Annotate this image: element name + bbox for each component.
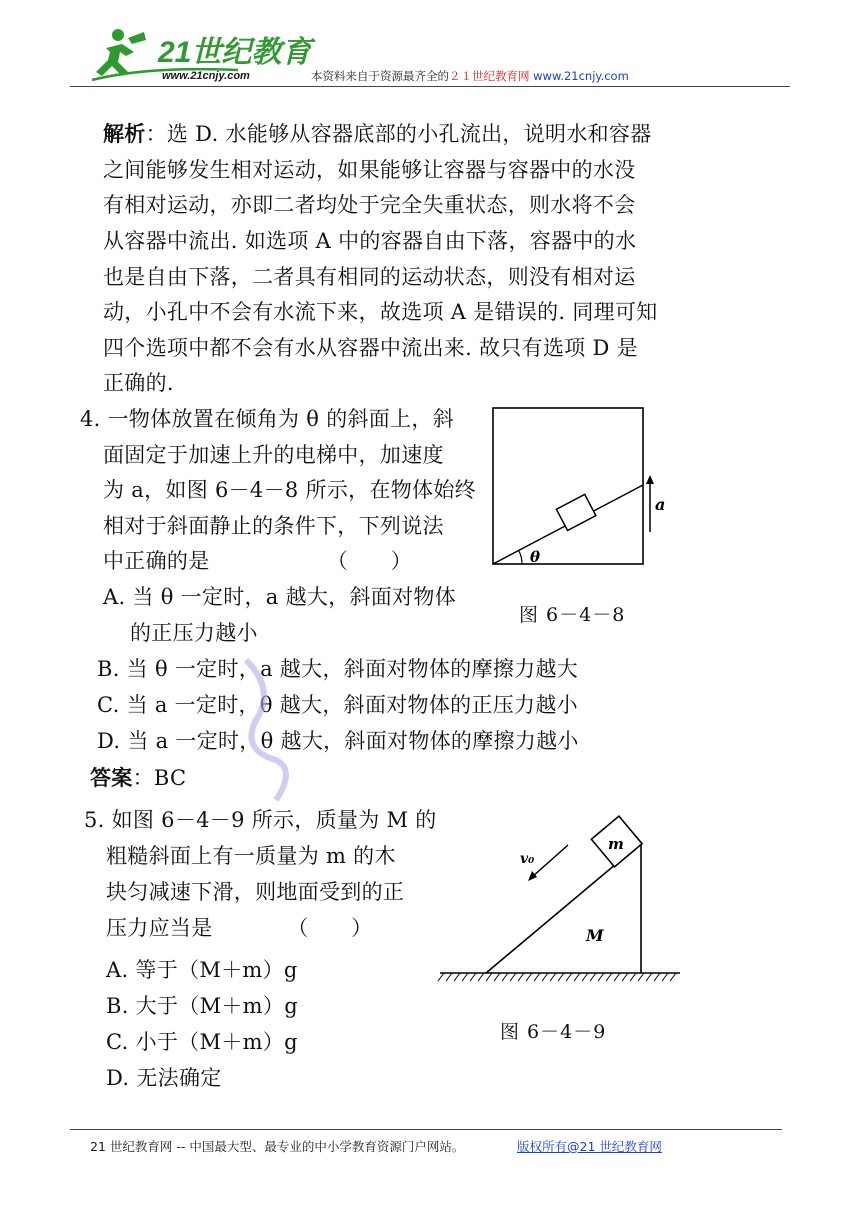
q4-line: 相对于斜面静止的条件下，下列说法 [103,514,444,538]
velocity-label: v₀ [520,851,535,867]
arrow-head-icon [646,475,654,484]
header-url-link[interactable]: www.21cnjy.com [533,69,629,83]
velocity-arrow [532,845,568,877]
logo-text: 21世纪教育 [158,36,312,69]
footer-divider [70,1129,782,1130]
analysis-line: 之间能够发生相对运动，如果能够让容器与容器中的水没 [103,158,636,182]
block-mass-label: m [608,835,624,853]
analysis-line: 正确的. [103,371,174,395]
q4-option-d: D. 当 a 一定时，θ 越大，斜面对物体的摩擦力越小 [97,729,579,753]
q5-line: 压力应当是 （ ） [106,916,373,940]
header-site-link[interactable]: ２１世纪教育网 [449,69,530,83]
figure-caption: 图 6－4－9 [500,1021,607,1043]
arrow-head-icon [528,871,537,881]
figure-incline-block [436,805,686,990]
answer-value: ：BC [132,766,187,790]
analysis-line: 四个选项中都不会有水从容器中流出来. 故只有选项 D 是 [103,336,638,360]
wedge-mass-label: M [586,926,604,945]
analysis-line: 从容器中流出. 如选项 A 中的容器自由下落，容器中的水 [103,229,637,253]
answer-label: 答案 [90,766,133,790]
elevator-box [493,408,643,564]
watermark-mark [236,650,306,810]
analysis-label: 解析 [103,122,146,146]
q4-line: 中正确的是 （ ） [103,549,412,573]
analysis-line: ：选 D. 水能够从容器底部的小孔流出，说明水和容器 [145,122,652,146]
q4-line: 4. 一物体放置在倾角为 θ 的斜面上，斜 [80,407,455,431]
q4-option-a-cont: 的正压力越小 [130,621,258,645]
angle-arc [519,551,522,564]
q5-line: 块匀减速下滑，则地面受到的正 [106,880,405,904]
accel-label: a [655,495,666,514]
q5-option-c: C. 小于（M＋m）g [106,1030,298,1054]
figure-elevator-incline [490,400,680,575]
analysis-line: 也是自由下落，二者具有相同的运动状态，则没有相对运 [103,265,636,289]
q4-line: 为 a，如图 6－4－8 所示，在物体始终 [103,478,476,502]
page-header [70,20,790,86]
header-source-text: 本资料来自于资源最齐全的２１世纪教育网 www.21cnjy.com [311,69,629,83]
footer-text: 21 世纪教育网 -- 中国最大型、最专业的中小学教育资源门户网站。 [90,1139,465,1154]
q4-option-a: A. 当 θ 一定时，a 越大，斜面对物体 [103,585,457,609]
q5-option-a: A. 等于（M＋m）g [106,958,298,982]
q4-option-c: C. 当 a 一定时，θ 越大，斜面对物体的正压力越小 [97,693,578,717]
q4-option-b: B. 当 θ 一定时，a 越大，斜面对物体的摩擦力越大 [97,657,579,681]
angle-label: θ [530,548,541,566]
q5-line: 粗糙斜面上有一质量为 m 的木 [106,844,396,868]
ground-hatching [438,973,676,981]
object-block [556,494,595,530]
q4-line: 面固定于加速上升的电梯中，加速度 [103,443,444,467]
header-divider [70,86,790,87]
q5-option-d: D. 无法确定 [106,1066,222,1090]
analysis-line: 有相对运动，亦即二者均处于完全失重状态，则水将不会 [103,193,636,217]
footer-copyright-link[interactable]: 版权所有@21 世纪教育网 [517,1139,662,1154]
q5-option-b: B. 大于（M＋m）g [106,994,298,1018]
analysis-line: 动，小孔中不会有水流下来，故选项 A 是错误的. 同理可知 [103,300,658,324]
logo-url: www.21cnjy.com [162,70,250,82]
q5-line: 5. 如图 6－4－9 所示，质量为 M 的 [84,808,437,832]
site-logo [88,26,348,84]
figure-caption: 图 6－4－8 [519,604,626,626]
